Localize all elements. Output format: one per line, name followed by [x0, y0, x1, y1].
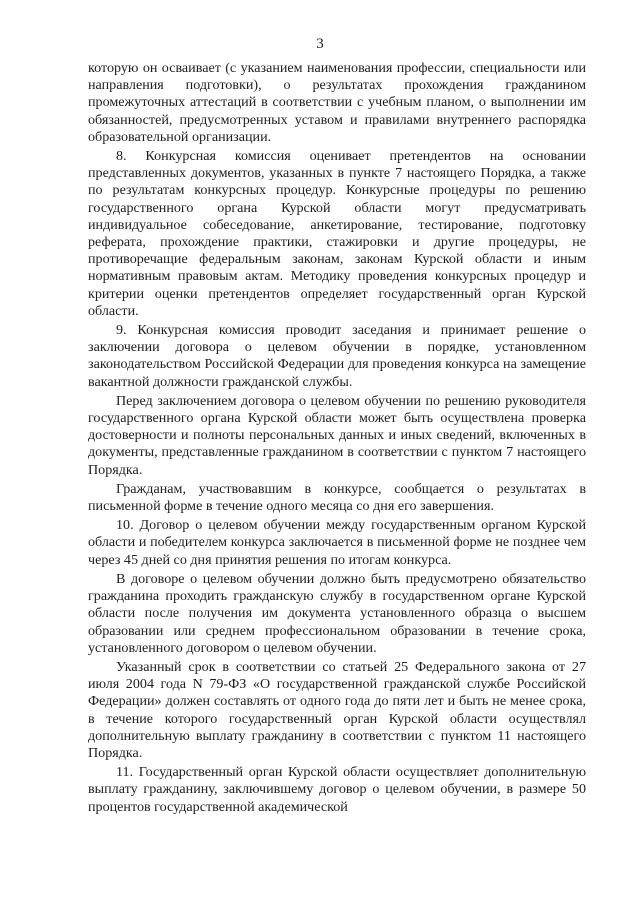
paragraph-obligation: В договоре о целевом обучении должно быть предусмотрено обязательство гражданина проходить гражданскую службу в государственном органе Курской области после получения им документа установленного образца о высшем образовании или среднем профессиональном образовании в течение срока, установленного договором о целевом обучении.	[88, 570, 586, 656]
page-number: 3	[316, 36, 324, 52]
paragraph-continuation: которую он осваивает (с указанием наименования профессии, специальности или направления подготовки), о результатах прохождения гражданином промежуточных аттестаций в соответствии с учебным планом, о выполнении им обязанностей, предусмотренных уставом и правилами внутреннего распорядка образовательной организации.	[88, 60, 586, 145]
paragraph-item-9: 9. Конкурсная комиссия проводит заседания и принимает решение о заключении договора о целевом обучении в порядке, установленном законодательством Российской Федерации для проведения конкурса на замещение вакантной должности гражданской службы.	[88, 322, 586, 390]
paragraph-verification: Перед заключением договора о целевом обучении по решению руководителя государственного органа Курской области может быть осуществлена проверка достоверности и полноты персональных данных и иных сведений, включенных в документы, представленные гражданином в соответствии с пунктом 7 настоящего Порядка.	[88, 392, 586, 478]
paragraph-notification: Гражданам, участвовавшим в конкурсе, сообщается о результатах в письменной форме в течение одного месяца со дня его завершения.	[88, 480, 586, 515]
paragraph-item-8: 8. Конкурсная комиссия оценивает претендентов на основании представленных документов, указанных в пункте 7 настоящего Порядка, а также по результатам конкурсных процедур. Конкурсные процедуры по решению государственного органа Курской области могут предусматривать индивидуальное собеседование, анкетирование, тестирование, подготовку реферата, прохождение практики, стажировки и другие процедуры, не противоречащие федеральным законам, законам Курской области и иным нормативным правовым актам. Методику проведения конкурсных процедур и критерии оценки претендентов определяет государственный орган Курской области.	[88, 148, 586, 319]
paragraph-term: Указанный срок в соответствии со статьей 25 Федерального закона от 27 июля 2004 года N 79-ФЗ «О государственной гражданской службе Российской Федерации» должен составлять от одного года до пяти лет и быть не менее срока, в течение которого государственный орган Курской области осуществлял дополнительную выплату гражданину в соответствии с пунктом 11 настоящего Порядка.	[88, 658, 586, 761]
paragraph-item-10: 10. Договор о целевом обучении между государственным органом Курской области и победителем конкурса заключается в письменной форме не позднее чем через 45 дней со дня принятия решения по итогам конкурса.	[88, 517, 586, 568]
document-body	[88, 60, 586, 818]
paragraph-item-11: 11. Государственный орган Курской области осуществляет дополнительную выплату гражданину, заключившему договор о целевом обучении, в размере 50 процентов государственной академической	[88, 764, 586, 815]
